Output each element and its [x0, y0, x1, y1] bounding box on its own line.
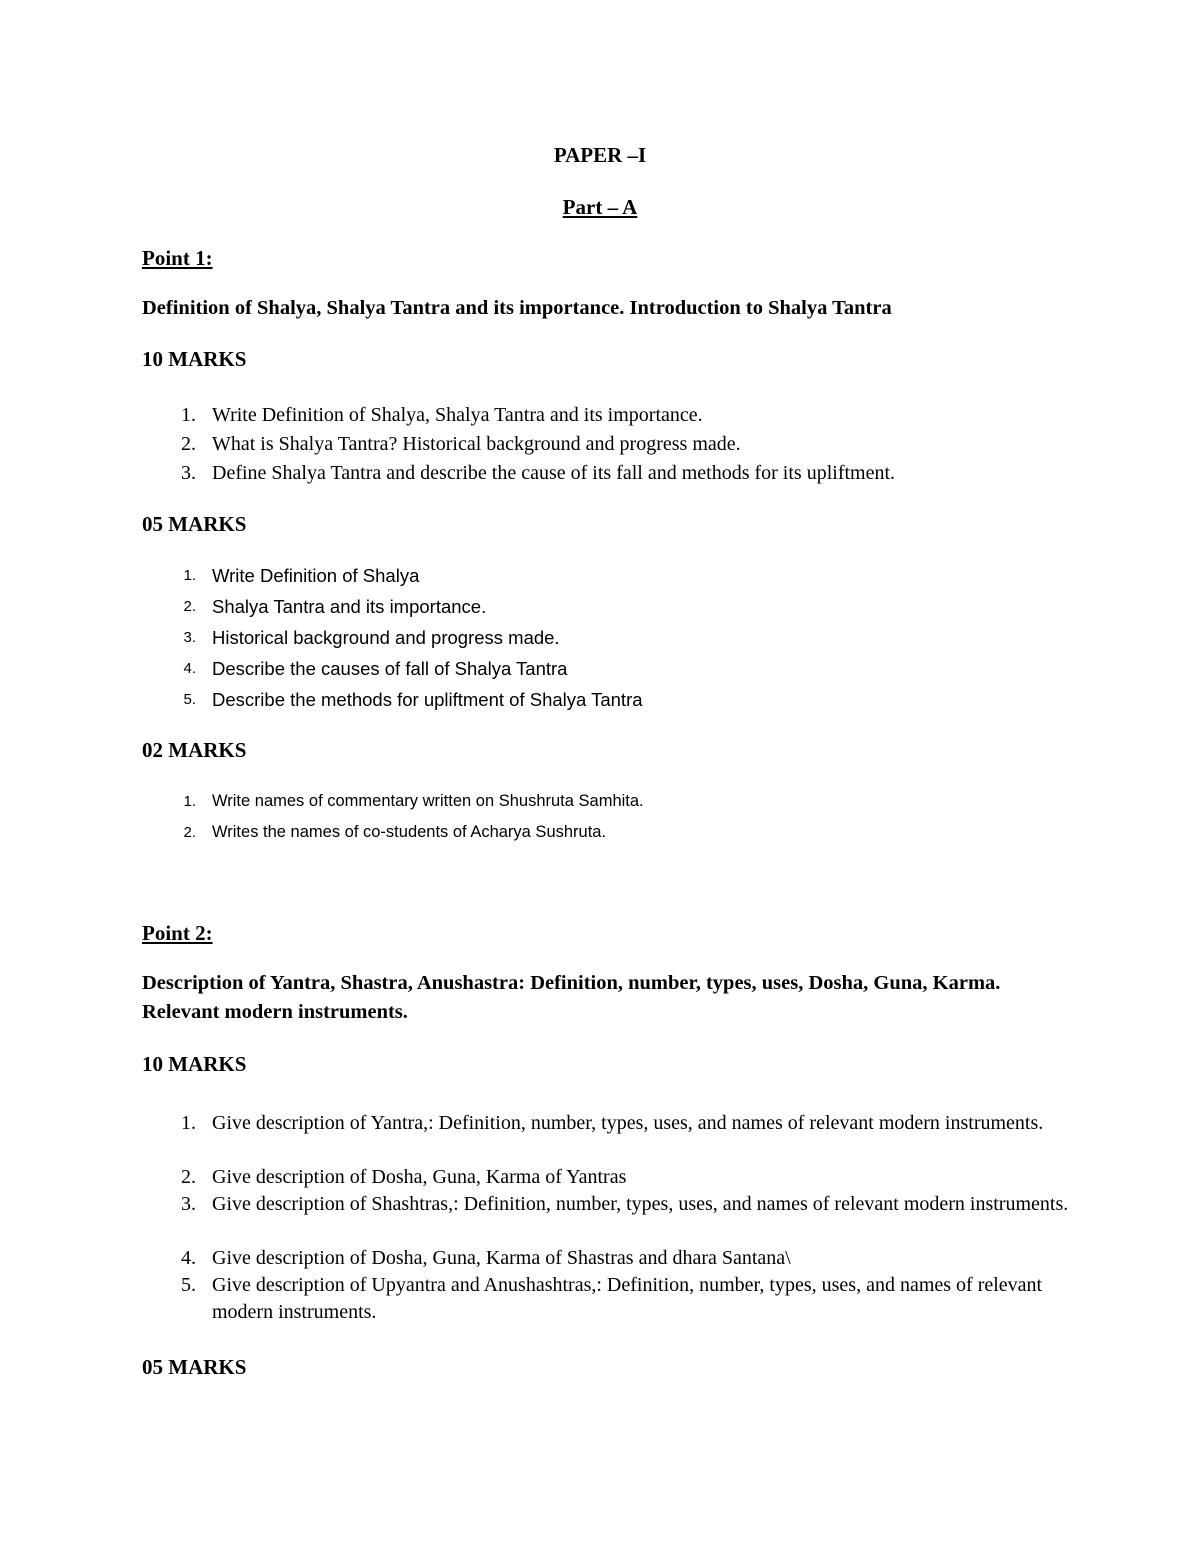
point1-heading-text: Point 1: — [142, 246, 213, 270]
list-item-text: Write Definition of Shalya, Shalya Tantra and its importance. — [212, 404, 703, 426]
list-item-number: 4. — [183, 660, 196, 677]
list-item-number: 1. — [183, 793, 196, 810]
list-item-number: 3. — [181, 462, 196, 484]
list-item-number: 2. — [181, 1166, 196, 1188]
list-item-text: Define Shalya Tantra and describe the cause of its fall and methods for its upliftment. — [212, 462, 896, 484]
list-item-text: Describe the causes of fall of Shalya Tantra — [212, 658, 568, 679]
list-item-text: What is Shalya Tantra? Historical background and progress made. — [212, 433, 741, 455]
list-item-number: 4. — [181, 1247, 196, 1269]
point1-05-marks-label: 05 MARKS — [142, 512, 247, 536]
list-item-number: 2. — [183, 598, 196, 615]
list-item-number: 1. — [181, 1112, 196, 1134]
list-item-number: 2. — [183, 824, 196, 841]
list-item-number: 1. — [183, 567, 196, 584]
point2-description: Description of Yantra, Shastra, Anushastra: Definition, number, types, uses, Dosha, Guna, Karma. Relevant modern instruments. — [142, 972, 1001, 1023]
list-item-text: Give description of Dosha, Guna, Karma of Yantras — [212, 1166, 627, 1188]
point1-heading — [142, 246, 213, 271]
list-item-text: Give description of Upyantra and Anushashtras,: Definition, number, types, uses, and names of relevant modern instruments. — [212, 1274, 1043, 1323]
point2-05-marks-label: 05 MARKS — [142, 1355, 247, 1379]
point2-heading-text: Point 2: — [142, 921, 213, 945]
list-item-text: Writes the names of co-students of Acharya Sushruta. — [212, 823, 607, 841]
list-item-text: Give description of Shashtras,: Definition, number, types, uses, and names of relevant modern instruments. — [212, 1193, 1069, 1215]
list-item-number: 5. — [181, 1274, 196, 1296]
list-item-text: Describe the methods for upliftment of Shalya Tantra — [212, 689, 643, 710]
list-item-text: Write names of commentary written on Shushruta Samhita. — [212, 792, 644, 810]
list-item-number: 3. — [183, 629, 196, 646]
list-item-number: 2. — [181, 433, 196, 455]
paper-title: PAPER –I — [553, 143, 647, 167]
point2-heading — [142, 921, 213, 946]
list-item-number: 1. — [181, 404, 196, 426]
part-title — [0, 195, 1200, 220]
point1-10-marks-label: 10 MARKS — [142, 347, 247, 371]
list-item-number: 5. — [183, 691, 196, 708]
list-item-text: Give description of Dosha, Guna, Karma of Shastras and dhara Santana\ — [212, 1247, 791, 1269]
list-item-text: Give description of Yantra,: Definition, number, types, uses, and names of relevant modern instruments. — [212, 1112, 1044, 1134]
part-title-text: Part – A — [562, 195, 638, 219]
point2-10-marks-label: 10 MARKS — [142, 1052, 247, 1076]
point1-02-marks-label: 02 MARKS — [142, 738, 247, 762]
list-item-text: Historical background and progress made. — [212, 627, 560, 648]
list-item-text: Write Definition of Shalya — [212, 565, 420, 586]
list-item-text: Shalya Tantra and its importance. — [212, 596, 487, 617]
point1-description: Definition of Shalya, Shalya Tantra and its importance. Introduction to Shalya Tantra — [142, 297, 892, 319]
list-item-number: 3. — [181, 1193, 196, 1215]
